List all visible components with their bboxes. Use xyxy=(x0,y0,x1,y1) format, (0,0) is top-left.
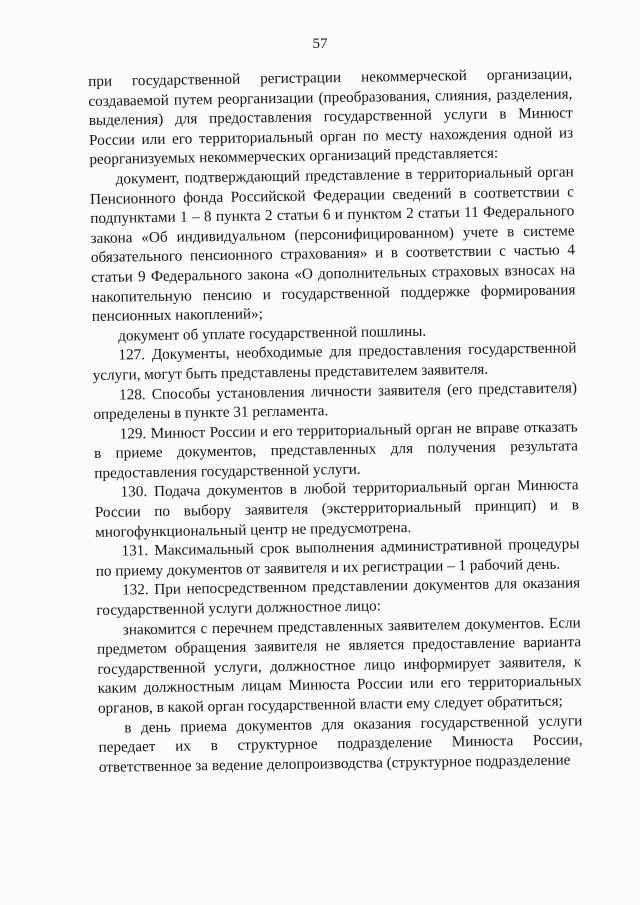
paragraph-pension-fund-document: документ, подтверждающий представление в территориальный орган Пенсионного фонда Российской Федерации сведений в соответствии с подпунктами 1 – 8 пункта 2 статьи 6 и пунктом 2 статьи 11 Федерального закона «Об индивидуальном (персонифицированном) учете в системе обязательного пенсионного страхования» и в соответствии с частью 4 статьи 9 Федерального закона «О дополнительных страховых взносах на накопительную пенсию и государственной поддержке формирования пенсионных накоплений»; xyxy=(89,163,576,326)
paragraph-intro: при государственной регистрации некоммерческой организации, создаваемой путем реорганизации (преобразования, слияния, разделения, выделения) для предоставления государственной услуги в Минюст России или его территориальный орган по месту нахождения одной из реорганизуемых некоммерческих организаций представляется: xyxy=(88,65,574,169)
page-number: 57 xyxy=(312,36,328,52)
paragraph-129: 129. Минюст России и его территориальный орган не вправе отказать в приеме документов, представленных для получения результата предоставления государственной услуги. xyxy=(93,418,579,482)
paragraph-documents-review: знакомится с перечнем представленных заявителем документов. Если предметом обращения заявителя не является предоставление варианта государственной услуги, должностное лицо информирует заявителя, к каким должностным лицам Минюста России или его территориальных органов, в какой орган государственной власти ему следует обратиться; xyxy=(96,613,582,717)
paragraph-131: 131. Максимальный срок выполнения административной процедуры по приему документов от заявителя и их регистрации – 1 рабочий день. xyxy=(95,535,580,580)
paragraph-documents-transfer: в день приема документов для оказания государственной услуги передает их в структурное подразделение Минюста России, ответственное за ведение делопроизводства (структурное подразделение xyxy=(98,711,583,776)
paragraph-127: 127. Документы, необходимые для предоставления государственной услуги, могут быть представлены представителем заявителя. xyxy=(92,339,577,384)
paragraph-132: 132. При непосредственном представлении документов для оказания государственной услуги должностное лицо: xyxy=(96,574,581,619)
paragraph-128: 128. Способы установления личности заявителя (его представителя) определены в пункте 31 регламента. xyxy=(93,378,578,424)
paragraph-state-fee-document: документ об уплате государственной пошлины. xyxy=(118,322,427,345)
paragraph-130: 130. Подача документов в любой территориальный орган Минюста России по выбору заявителя (экстерриториальный принцип) и в многофункциональный центр не предусмотрена. xyxy=(94,476,579,541)
body-text xyxy=(88,64,583,777)
